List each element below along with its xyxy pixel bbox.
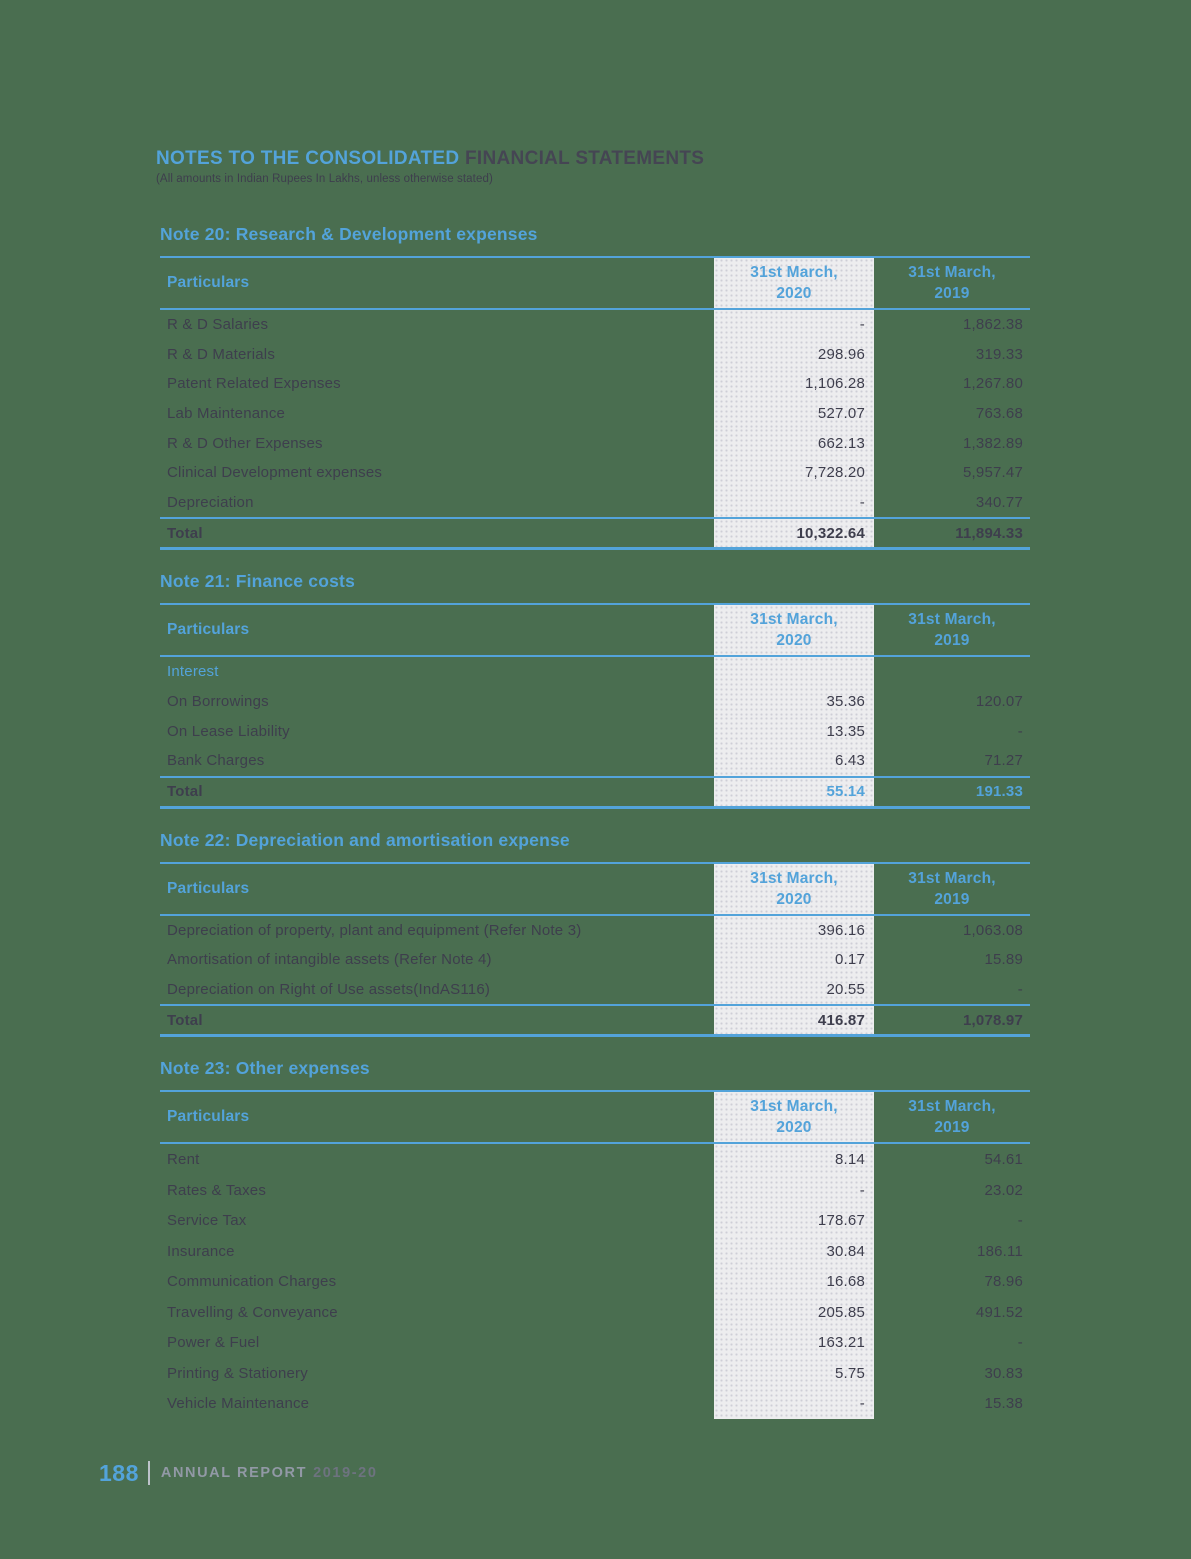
value-2020: 16.68	[714, 1266, 874, 1297]
total-label: Total	[167, 1011, 203, 1029]
row-label: Travelling & Conveyance	[167, 1303, 338, 1321]
table-header-row	[160, 864, 1030, 916]
value-2020: 662.13	[714, 428, 874, 458]
document-header	[156, 148, 1030, 185]
table-row	[160, 746, 1030, 776]
value-2019: 1,862.38	[963, 316, 1023, 334]
note-22-table	[160, 862, 1030, 1038]
column-header-2019: 31st March, 2019	[908, 869, 996, 908]
row-label: Rent	[167, 1151, 200, 1169]
value-2020: -	[714, 488, 874, 518]
row-label: On Borrowings	[167, 693, 269, 711]
value-2019: 1,063.08	[963, 921, 1023, 939]
table-row	[160, 310, 1030, 340]
table-row	[160, 945, 1030, 975]
table-row	[160, 1327, 1030, 1358]
value-2020: 1,106.28	[714, 369, 874, 399]
table-row	[160, 428, 1030, 458]
table-header-row	[160, 258, 1030, 310]
total-value-2020: 416.87	[714, 1006, 874, 1034]
value-2019: 54.61	[984, 1151, 1023, 1169]
value-2020: 178.67	[714, 1205, 874, 1236]
note-23-title: Note 23: Other expenses	[160, 1058, 370, 1079]
note-22-section	[160, 830, 1030, 1038]
value-2020: 298.96	[714, 340, 874, 370]
value-2020: -	[714, 310, 874, 340]
row-label: Depreciation on Right of Use assets(IndAS116)	[167, 981, 491, 999]
total-value-2020: 55.14	[714, 778, 874, 806]
value-2019: -	[1017, 1212, 1023, 1230]
table-row	[160, 399, 1030, 429]
row-label: Vehicle Maintenance	[167, 1395, 310, 1413]
column-header-2019: 31st March, 2019	[908, 611, 996, 650]
page-title-primary: NOTES TO THE CONSOLIDATED	[156, 148, 460, 169]
value-2019: -	[1017, 981, 1023, 999]
table-body	[160, 916, 1030, 1038]
page-footer	[99, 1458, 378, 1488]
value-2020: 0.17	[714, 945, 874, 975]
table-row	[160, 1388, 1030, 1419]
value-2020: 35.36	[714, 687, 874, 717]
table-total-row	[160, 776, 1030, 809]
value-2019: 15.89	[984, 951, 1023, 969]
footer-divider	[148, 1461, 150, 1485]
table-header-row	[160, 605, 1030, 657]
row-label: Clinical Development expenses	[167, 464, 383, 482]
row-label: Depreciation	[167, 493, 254, 511]
column-header-2020: 31st March, 2020	[714, 258, 874, 308]
table-body	[160, 310, 1030, 550]
note-20-section	[160, 224, 1030, 550]
page-content	[156, 148, 1030, 1419]
row-label: Insurance	[167, 1242, 235, 1260]
value-2019: 15.38	[984, 1395, 1023, 1413]
page-number: 188	[99, 1459, 139, 1486]
value-2019	[874, 657, 1030, 687]
table-row	[160, 458, 1030, 488]
column-header-2019: 31st March, 2019	[908, 264, 996, 302]
table-row	[160, 687, 1030, 717]
row-label: Rates & Taxes	[167, 1181, 267, 1199]
value-2019: 319.33	[975, 345, 1023, 363]
value-2019: 71.27	[984, 752, 1023, 770]
page-title	[156, 148, 1030, 169]
table-row	[160, 1358, 1030, 1389]
note-20-title: Note 20: Research & Development expenses	[160, 224, 538, 244]
value-2020: 5.75	[714, 1358, 874, 1389]
table-row	[160, 1297, 1030, 1328]
table-row	[160, 716, 1030, 746]
row-label: Depreciation of property, plant and equipment (Refer Note 3)	[167, 921, 582, 939]
note-21-title: Note 21: Finance costs	[160, 571, 356, 592]
value-2019: -	[1017, 722, 1023, 740]
value-2019: 1,267.80	[963, 375, 1023, 393]
table-body	[160, 657, 1030, 808]
row-label: R & D Other Expenses	[167, 434, 323, 452]
table-row	[160, 488, 1030, 518]
table-row	[160, 975, 1030, 1005]
row-label: Patent Related Expenses	[167, 375, 341, 393]
value-2019: 763.68	[975, 405, 1023, 423]
column-header-particulars: Particulars	[167, 1108, 250, 1126]
value-2020: 527.07	[714, 399, 874, 429]
column-header-2020: 31st March, 2020	[714, 605, 874, 655]
table-row	[160, 1205, 1030, 1236]
value-2019: -	[1017, 1334, 1023, 1352]
column-header-2019: 31st March, 2019	[908, 1098, 996, 1137]
row-label: On Lease Liability	[167, 722, 290, 740]
report-label: ANNUAL REPORT	[160, 1465, 308, 1481]
row-label: R & D Materials	[167, 345, 276, 363]
total-value-2019: 191.33	[975, 783, 1023, 801]
value-2019: 1,382.89	[963, 434, 1023, 452]
total-label: Total	[167, 783, 203, 801]
table-header-row	[160, 1092, 1030, 1144]
note-20-table	[160, 256, 1030, 550]
value-2020: 6.43	[714, 746, 874, 776]
value-2020: 8.14	[714, 1144, 874, 1175]
row-label: Amortisation of intangible assets (Refer Note 4)	[167, 951, 492, 969]
row-label: Communication Charges	[167, 1273, 337, 1291]
table-row	[160, 340, 1030, 370]
row-label: Lab Maintenance	[167, 405, 286, 423]
table-subheading-row	[160, 657, 1030, 687]
value-2019: 120.07	[975, 693, 1023, 711]
column-header-2020: 31st March, 2020	[714, 1092, 874, 1142]
table-total-row	[160, 1004, 1030, 1037]
row-label: Bank Charges	[167, 752, 265, 770]
table-row	[160, 1175, 1030, 1206]
note-22-title: Note 22: Depreciation and amortisation expense	[160, 829, 570, 850]
row-label: Printing & Stationery	[167, 1364, 308, 1382]
row-label: Interest	[167, 663, 219, 681]
table-row	[160, 1266, 1030, 1297]
total-value-2019: 1,078.97	[963, 1011, 1023, 1029]
value-2019: 491.52	[975, 1303, 1023, 1321]
note-21-section	[160, 571, 1030, 808]
value-2020: 205.85	[714, 1297, 874, 1328]
column-header-particulars: Particulars	[167, 879, 250, 897]
table-row	[160, 369, 1030, 399]
total-value-2019: 11,894.33	[955, 524, 1023, 542]
column-header-2020: 31st March, 2020	[714, 864, 874, 914]
value-2020: 20.55	[714, 975, 874, 1005]
value-2020: -	[714, 1175, 874, 1206]
note-21-table	[160, 603, 1030, 808]
value-2019: 30.83	[984, 1364, 1023, 1382]
value-2020	[714, 657, 874, 687]
row-label: Power & Fuel	[167, 1334, 260, 1352]
value-2020: 13.35	[714, 716, 874, 746]
value-2020: 396.16	[714, 916, 874, 946]
row-label: Service Tax	[167, 1212, 247, 1230]
table-row	[160, 916, 1030, 946]
column-header-particulars: Particulars	[167, 621, 250, 639]
table-row	[160, 1144, 1030, 1175]
value-2019: 78.96	[984, 1273, 1023, 1291]
value-2019: 5,957.47	[963, 464, 1023, 482]
table-body	[160, 1144, 1030, 1419]
table-total-row	[160, 517, 1030, 550]
value-2019: 340.77	[975, 493, 1023, 511]
note-23-section	[160, 1058, 1030, 1419]
table-row	[160, 1236, 1030, 1267]
total-label: Total	[167, 524, 203, 542]
value-2019: 23.02	[984, 1181, 1023, 1199]
column-header-particulars: Particulars	[167, 274, 250, 291]
note-23-table	[160, 1090, 1030, 1419]
value-2020: 7,728.20	[714, 458, 874, 488]
value-2020: -	[714, 1388, 874, 1419]
page-title-secondary: FINANCIAL STATEMENTS	[465, 148, 705, 169]
value-2020: 30.84	[714, 1236, 874, 1267]
report-period: 2019-20	[313, 1465, 378, 1481]
value-2019: 186.11	[977, 1242, 1023, 1260]
total-value-2020: 10,322.64	[714, 519, 874, 547]
value-2020: 163.21	[714, 1327, 874, 1358]
page-subtitle: (All amounts in Indian Rupees In Lakhs, unless otherwise stated)	[156, 173, 493, 185]
row-label: R & D Salaries	[167, 316, 269, 334]
